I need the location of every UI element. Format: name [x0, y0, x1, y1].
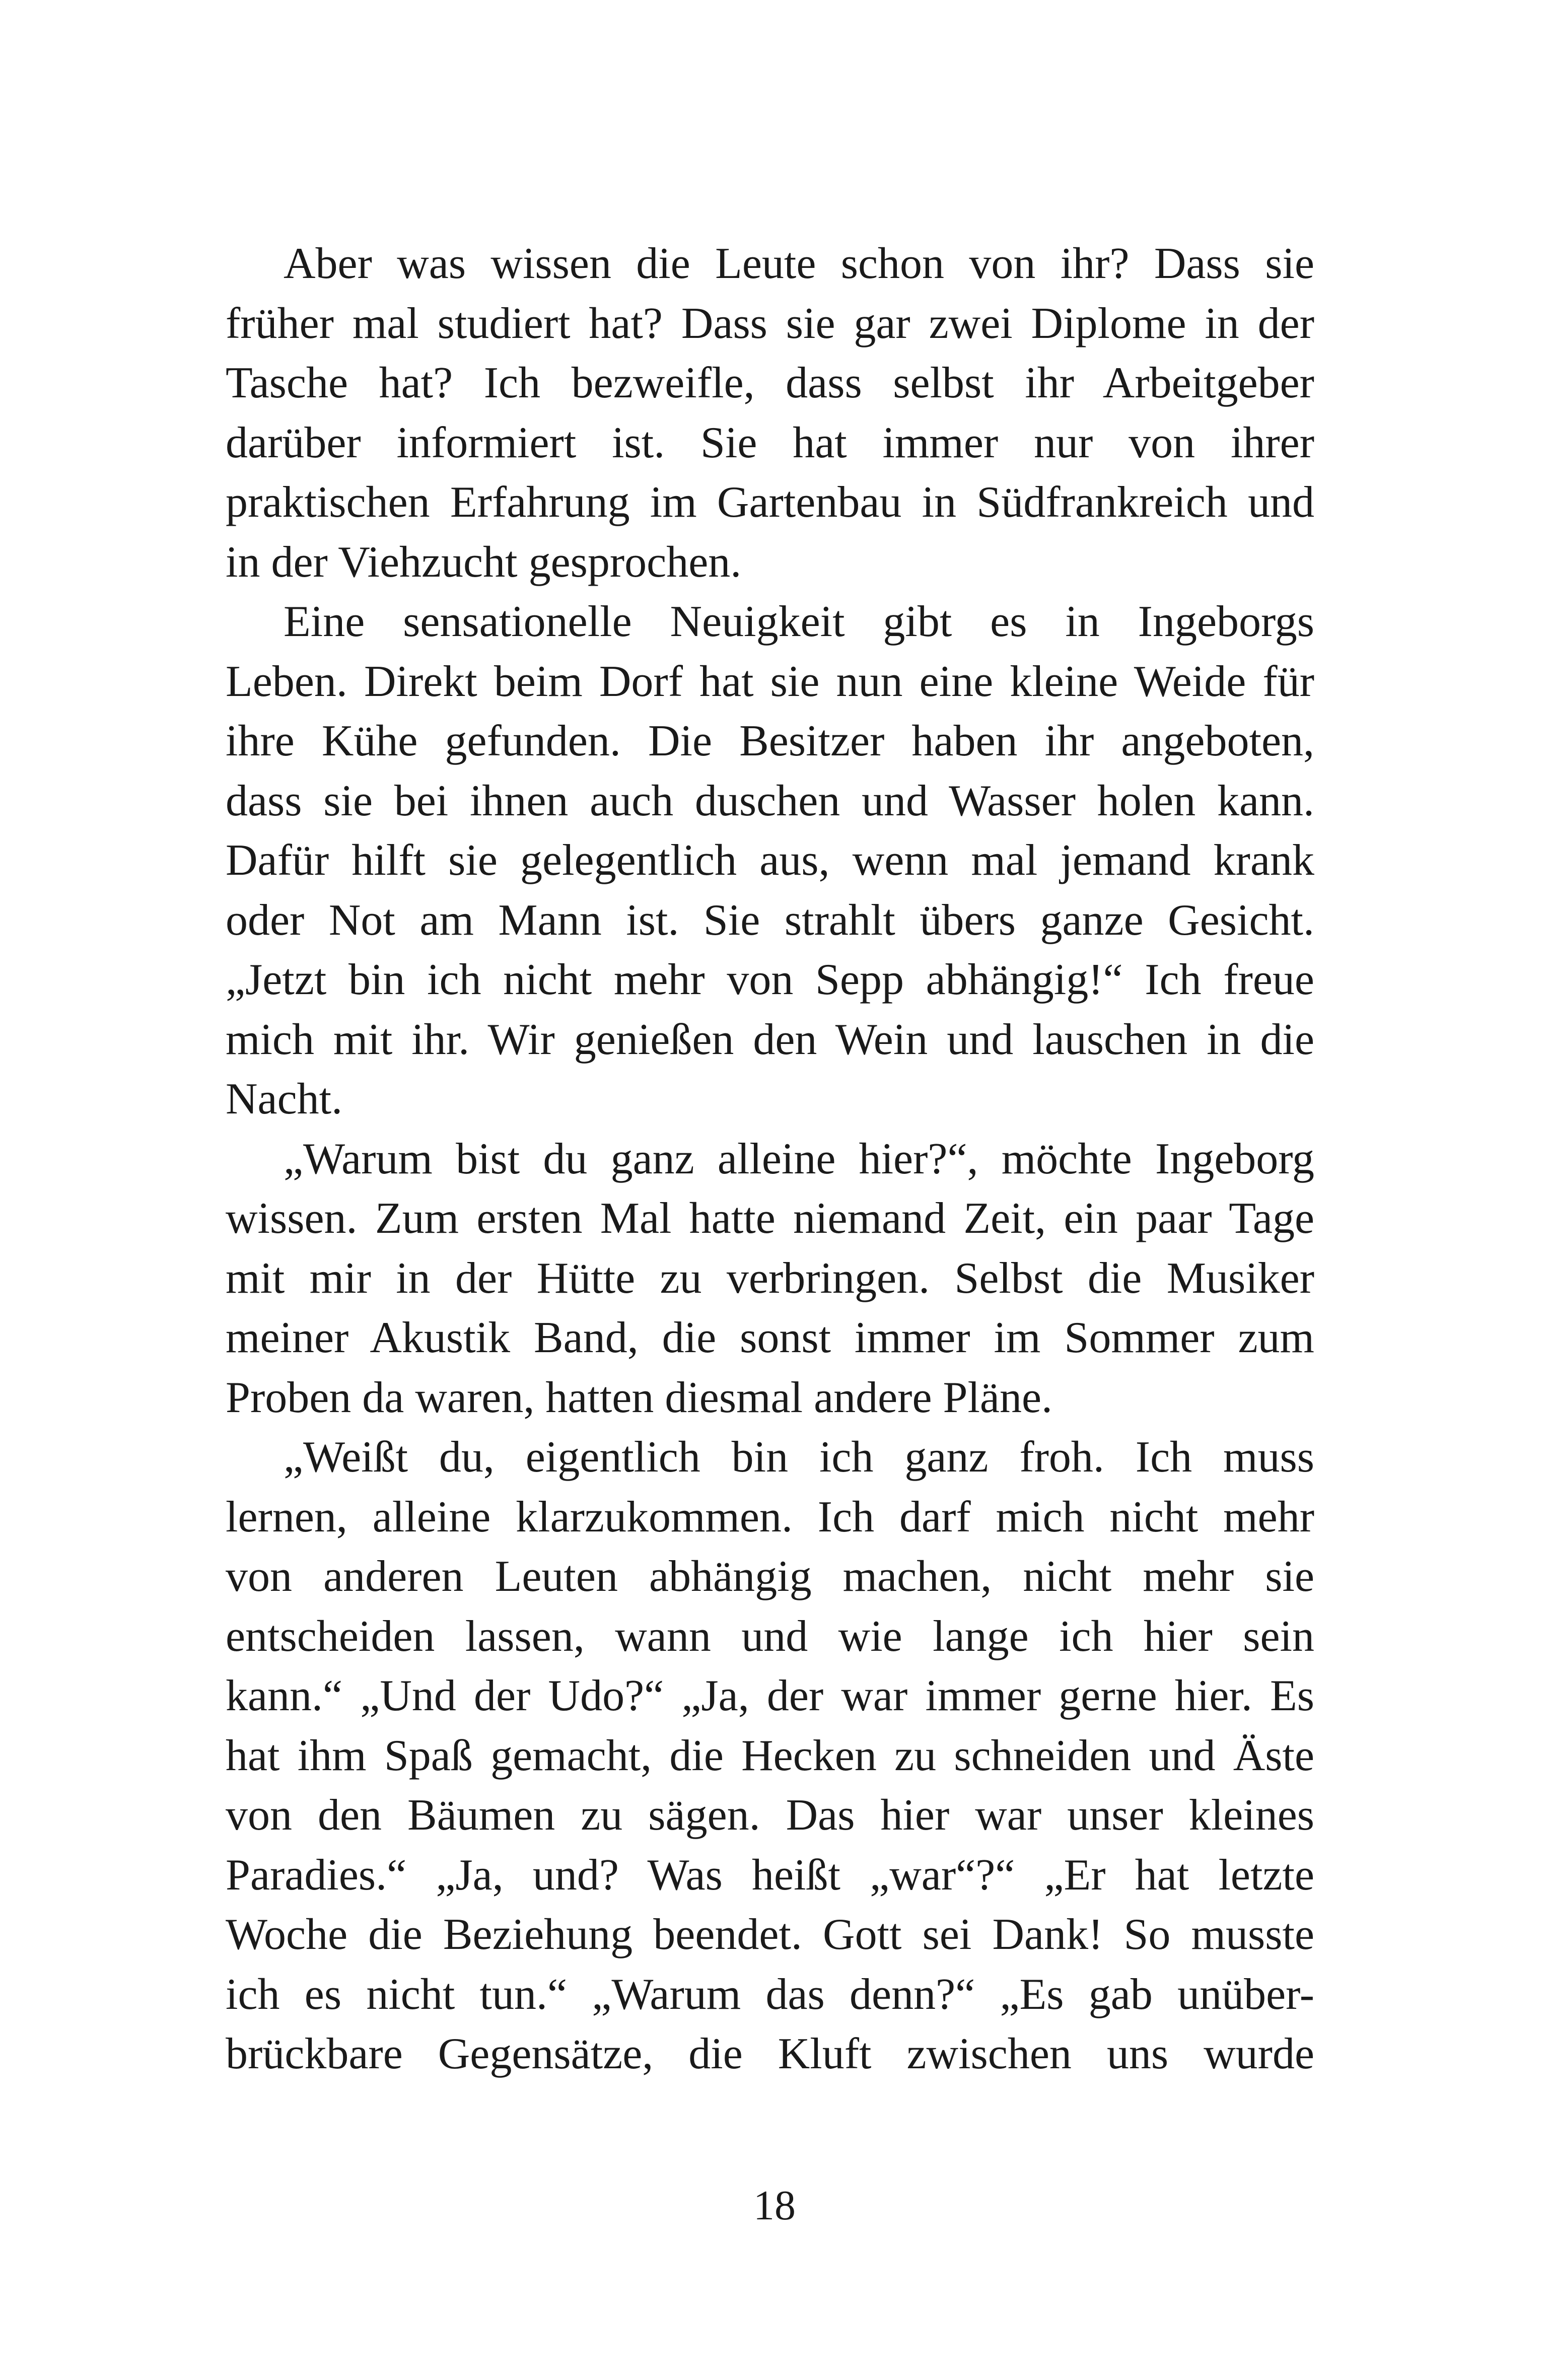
paragraph-1-line-6: in der Viehzucht gesprochen.	[226, 537, 742, 587]
paragraph-3-line-4: meiner Akustik Band, die sonst immer im Sommer zum	[226, 1313, 1314, 1362]
paragraph-4-line-5: kann.“ „Und der Udo?“ „Ja, der war immer gerne hier. Es	[226, 1671, 1314, 1720]
paragraph-2-line-1: Eine sensationelle Neuigkeit gibt es in Ingeborgs	[284, 597, 1314, 646]
paragraph-3-line-2: wissen. Zum ersten Mal hatte niemand Zeit, ein paar Tage	[226, 1194, 1314, 1243]
paragraph-2-line-2: Leben. Direkt beim Dorf hat sie nun eine kleine Weide für	[226, 657, 1314, 706]
paragraph-3-line-3: mit mir in der Hütte zu verbringen. Selbst die Musiker	[226, 1253, 1314, 1303]
paragraph-2-line-4: dass sie bei ihnen auch duschen und Wasser holen kann.	[226, 776, 1314, 825]
paragraph-4-line-11: brückbare Gegensätze, die Kluft zwischen uns wurde	[226, 2029, 1314, 2078]
paragraph-4-line-4: entscheiden lassen, wann und wie lange ich hier sein	[226, 1612, 1314, 1661]
paragraph-4-line-10: ich es nicht tun.“ „Warum das denn?“ „Es gab unüber-	[226, 1970, 1314, 2019]
paragraph-2-line-6: oder Not am Mann ist. Sie strahlt übers ganze Gesicht.	[226, 895, 1314, 945]
paragraph-4-line-3: von anderen Leuten abhängig machen, nicht mehr sie	[226, 1552, 1314, 1601]
paragraph-1-line-3: Tasche hat? Ich bezweifle, dass selbst ihr Arbeitgeber	[226, 359, 1314, 407]
paragraph-1-line-4: darüber informiert ist. Sie hat immer nur von ihrer	[226, 418, 1314, 467]
paragraph-4-line-1: „Weißt du, eigentlich bin ich ganz froh. Ich muss	[284, 1433, 1314, 1482]
paragraph-4-line-6: hat ihm Spaß gemacht, die Hecken zu schneiden und Äste	[226, 1731, 1314, 1780]
paragraph-2-line-7: „Jetzt bin ich nicht mehr von Sepp abhängig!“ Ich freue	[226, 955, 1314, 1004]
paragraph-1-line-5: praktischen Erfahrung im Gartenbau in Südfrankreich und	[226, 478, 1314, 527]
page-number: 18	[753, 2182, 796, 2229]
paragraph-3-line-1: „Warum bist du ganz alleine hier?“, möchte Ingeborg	[284, 1134, 1314, 1183]
paragraph-4-line-9: Woche die Beziehung beendet. Gott sei Dank! So musste	[226, 1910, 1314, 1959]
paragraph-1-line-2: früher mal studiert hat? Dass sie gar zwei Diplome in der	[226, 299, 1314, 348]
paragraph-1-line-1: Aber was wissen die Leute schon von ihr? Dass sie	[284, 239, 1314, 288]
paragraph-2-line-5: Dafür hilft sie gelegentlich aus, wenn mal jemand krank	[226, 836, 1314, 885]
paragraph-4-line-2: lernen, alleine klarzukommen. Ich darf mich nicht mehr	[226, 1492, 1314, 1542]
paragraph-2-line-8: mich mit ihr. Wir genießen den Wein und lauschen in die	[226, 1015, 1314, 1064]
paragraph-2-line-9: Nacht.	[226, 1075, 343, 1124]
paragraph-2-line-3: ihre Kühe gefunden. Die Besitzer haben ihr angeboten,	[226, 717, 1314, 765]
paragraph-4-line-8: Paradies.“ „Ja, und? Was heißt „war“?“ „Er hat letzte	[226, 1850, 1314, 1900]
body-text	[226, 234, 1314, 2084]
paragraph-4-line-7: von den Bäumen zu sägen. Das hier war unser kleines	[226, 1791, 1314, 1840]
paragraph-3-line-5: Proben da waren, hatten diesmal andere Pläne.	[226, 1373, 1053, 1422]
